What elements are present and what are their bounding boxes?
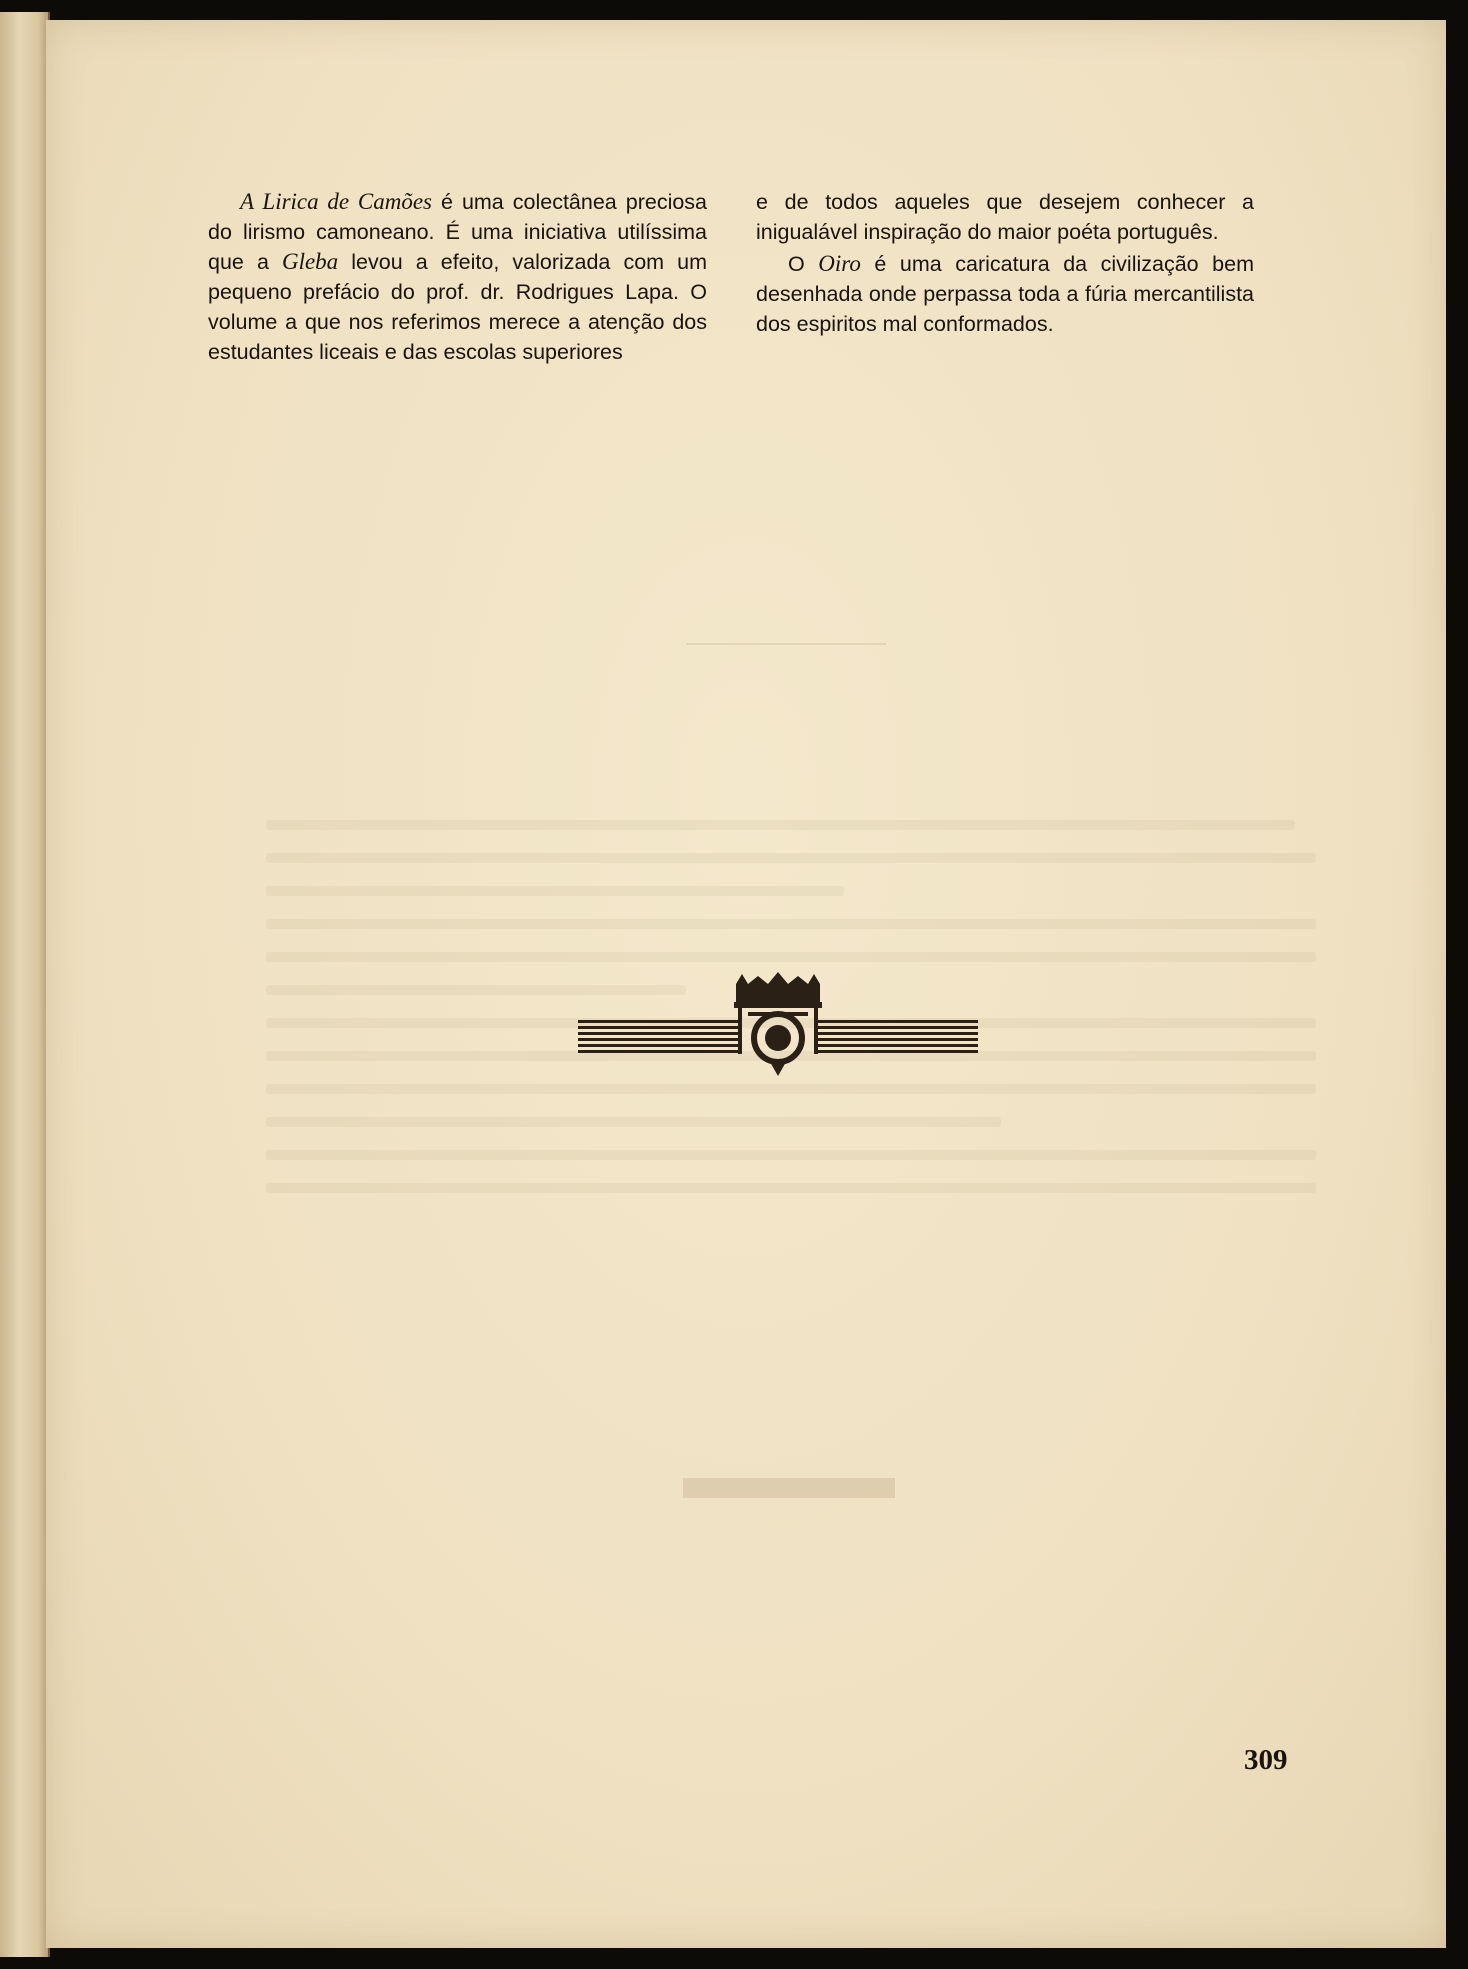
book-page <box>46 20 1446 1948</box>
left-text-column <box>208 187 707 367</box>
book-title-oiro: Oiro <box>818 251 861 276</box>
book-title-lirica: A Lirica de Camões <box>240 189 432 214</box>
show-through-subheading <box>326 720 1246 766</box>
show-through-rule <box>686 643 886 645</box>
decorative-crown-emblem-icon <box>578 972 978 1078</box>
paragraph-lirica-camoes: A Lirica de Camões é uma colectânea preciosa do lirismo camoneano. É uma iniciativa utilíssima que a Gleba levou a efeito, valorizada com um pequeno prefácio do prof. dr. Rodrigues Lapa. O volume a que nos referimos merece a atenção dos estudantes liceais e das escolas superiores <box>208 189 708 364</box>
show-through-heading <box>426 500 1126 573</box>
show-through-bar <box>683 1478 895 1498</box>
page-number: 309 <box>1244 1744 1288 1776</box>
publisher-name-gleba: Gleba <box>281 249 339 274</box>
paragraph-oiro: O Oiro é uma caricatura da civilização bem desenhada onde perpassa toda a fúria mercantilista dos espiritos mal conformados. <box>756 251 1254 336</box>
paragraph-continuation: e de todos aqueles que desejem conhecer a inigualável inspiração do maior poéta português. <box>756 190 1254 244</box>
right-text-column <box>756 187 1254 339</box>
book-spine <box>0 12 50 1957</box>
